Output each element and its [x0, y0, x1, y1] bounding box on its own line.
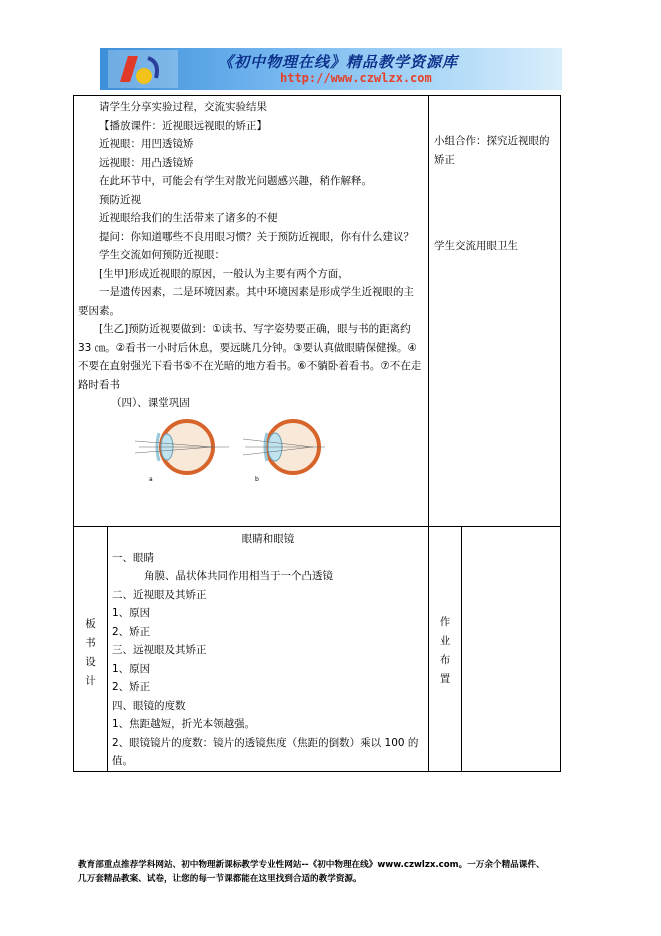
lesson-line: 近视眼给我们的生活带来了诸多的不便	[99, 212, 278, 224]
homework-label-cell	[429, 527, 462, 772]
eye-figure-a	[135, 421, 229, 483]
board-line: 2、矫正	[112, 681, 151, 693]
lesson-line: [生甲]形成近视眼的原因，一般认为主要有两个方面，	[99, 267, 349, 280]
activity-note: 学生交流用眼卫生	[434, 240, 518, 252]
board-line: 1、原因	[112, 607, 151, 619]
lesson-line: 远视眼：用凸透镜矫	[99, 156, 194, 169]
homework-content-cell	[462, 527, 561, 772]
board-content-cell	[108, 527, 429, 772]
homework-label-char: 置	[439, 673, 451, 685]
banner-title: 《初中物理在线》精品教学资源库	[218, 53, 459, 71]
lesson-row	[74, 96, 561, 527]
footer-line: 教育部重点推荐学科网站、初中物理新课标教学专业性网站--《初中物理在线》www.czwlzx.com。一万余个精品课件、	[78, 860, 545, 870]
board-line: 2、矫正	[112, 625, 151, 638]
lesson-line: 【播放课件：近视眼远视眼的矫正】	[99, 119, 267, 132]
board-line: 2、眼镜镜片的度数：镜片的透镜焦度（焦距的倒数）乘以 100 的值。	[112, 736, 419, 767]
lesson-line: 请学生分享实验过程，交流实验结果	[99, 101, 267, 113]
board-title: 眼睛和眼镜	[241, 533, 295, 545]
lesson-line: 提问：你知道哪些不良用眼习惯？关于预防近视眼，你有什么建议？	[99, 230, 414, 243]
eye-figure-b	[243, 421, 325, 483]
lesson-line: 学生交流如何预防近视眼：	[99, 249, 225, 261]
homework-label-char: 布	[439, 654, 451, 666]
banner-url[interactable]: http://www.czwlzx.com	[280, 71, 432, 85]
board-label-char: 书	[85, 637, 96, 649]
board-line: 二、近视眼及其矫正	[112, 588, 207, 601]
activity-cell	[429, 96, 561, 527]
site-logo	[108, 50, 178, 88]
board-line: 1、原因	[112, 662, 151, 675]
eye-diagram	[135, 417, 335, 483]
board-row	[74, 527, 561, 772]
lesson-line: （四）、课堂巩固	[111, 397, 190, 409]
figure-label-a: a	[149, 475, 153, 483]
board-line: 一、眼睛	[112, 551, 154, 564]
footer-line: 几万套精品教案、试卷，让您的每一节课都能在这里找到合适的教学资源。	[78, 874, 362, 884]
homework-label-char: 作	[439, 616, 451, 628]
board-line: 三、远视眼及其矫正	[112, 644, 207, 656]
board-line: 1、焦距越短，折光本领越强。	[112, 718, 256, 730]
figure-label-b: b	[255, 475, 259, 483]
lesson-line: 一是遗传因素，二是环境因素。其中环境因素是形成学生近视眼的主要因素。	[78, 286, 414, 317]
site-banner	[100, 48, 562, 90]
page-footer	[78, 858, 598, 886]
lesson-content-cell	[74, 96, 429, 527]
board-label-char: 计	[85, 675, 96, 687]
board-label-char: 设	[85, 656, 96, 668]
homework-label-char: 业	[439, 635, 451, 647]
lesson-line: [生乙]预防近视要做到：①读书、写字姿势要正确，眼与书的距离约 33 ㎝。②看书一小时后休息，要远眺几分钟。③要认真做眼睛保健操。④不要在直射强光下看书⑤不在光暗的地方看书。⑥不躺卧着看书。⑦不在走路时看书	[78, 323, 422, 391]
board-label-cell	[74, 527, 108, 772]
activity-note: 小组合作：探究近视眼的矫正	[434, 135, 550, 166]
board-line: 四、眼镜的度数	[112, 699, 186, 712]
lesson-line: 在此环节中，可能会有学生对散光问题感兴趣，稍作解释。	[99, 175, 372, 187]
board-line: 角膜、晶状体共同作用相当于一个凸透镜	[144, 570, 333, 582]
lesson-line: 预防近视	[99, 193, 141, 206]
lesson-line: 近视眼：用凹透镜矫	[99, 138, 194, 150]
board-label-char: 板	[85, 618, 96, 630]
lesson-table	[73, 95, 561, 772]
